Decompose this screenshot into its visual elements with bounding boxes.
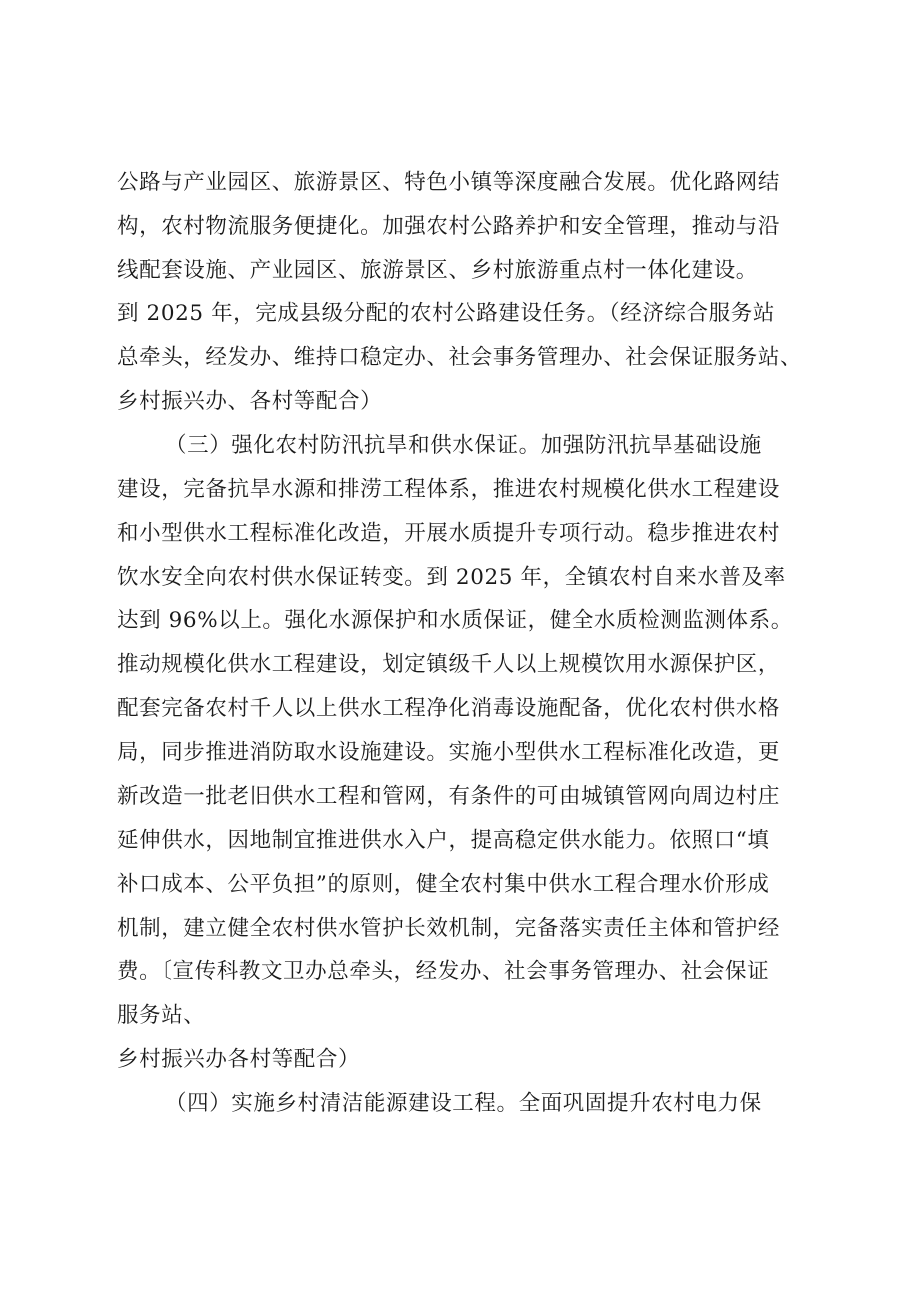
text-line: 饮水安全向农村供水保证转变。到 2025 年，全镇农村自来水普及率 (117, 565, 786, 590)
text-line: 服务站、 (117, 1003, 206, 1028)
text-line: 机制，建立健全农村供水管护长效机制，完备落实责任主体和管护经 (117, 916, 781, 941)
text-line: 乡村振兴办各村等配合） (117, 1047, 361, 1072)
text-line: 到 2025 年，完成县级分配的农村公路建设任务。（经济综合服务站 (117, 301, 775, 326)
text-line: 和小型供水工程标准化改造，开展水质提升专项行动。稳步推进农村 (117, 521, 781, 546)
text-line: 新改造一批老旧供水工程和管网，有条件的可由城镇管网向周边村庄 (117, 784, 781, 809)
text-line: 线配套设施、产业园区、旅游景区、乡村旅游重点村一体化建设。 (117, 258, 758, 283)
text-line: 总牵头，经发办、维持口稳定办、社会事务管理办、社会保证服务站、 (117, 345, 803, 370)
text-line: 建设，完备抗旱水源和排涝工程体系，推进农村规模化供水工程建设 (117, 477, 781, 502)
section-heading-3: （三）强化农村防汛抗旱和供水保证。加强防汛抗旱基础设施 (165, 433, 762, 458)
section-heading-4: （四）实施乡村清洁能源建设工程。全面巩固提升农村电力保 (165, 1091, 762, 1116)
text-line: 配套完备农村千人以上供水工程净化消毒设施配备，优化农村供水格 (117, 696, 781, 721)
text-line: 推动规模化供水工程建设，划定镇级千人以上规模饮用水源保护区， (117, 652, 781, 677)
text-line: 构，农村物流服务便捷化。加强农村公路养护和安全管理，推动与沿 (117, 214, 781, 239)
text-line: 达到 96%以上。强化水源保护和水质保证，健全水质检测监测体系。 (117, 608, 793, 633)
text-line: 延伸供水，因地制宜推进供水入户，提高稳定供水能力。依照口“填 (117, 828, 770, 853)
text-line: 局，同步推进消防取水设施建设。实施小型供水工程标准化改造，更 (117, 740, 781, 765)
text-line: 费。〔宣传科教文卫办总牵头，经发办、社会事务管理办、社会保证 (117, 959, 770, 984)
text-line: 乡村振兴办、各村等配合） (117, 389, 383, 414)
text-line: 公路与产业园区、旅游景区、特色小镇等深度融合发展。优化路网结 (117, 170, 781, 195)
text-line: 补口成本、公平负担”的原则，健全农村集中供水工程合理水价形成 (117, 872, 770, 897)
